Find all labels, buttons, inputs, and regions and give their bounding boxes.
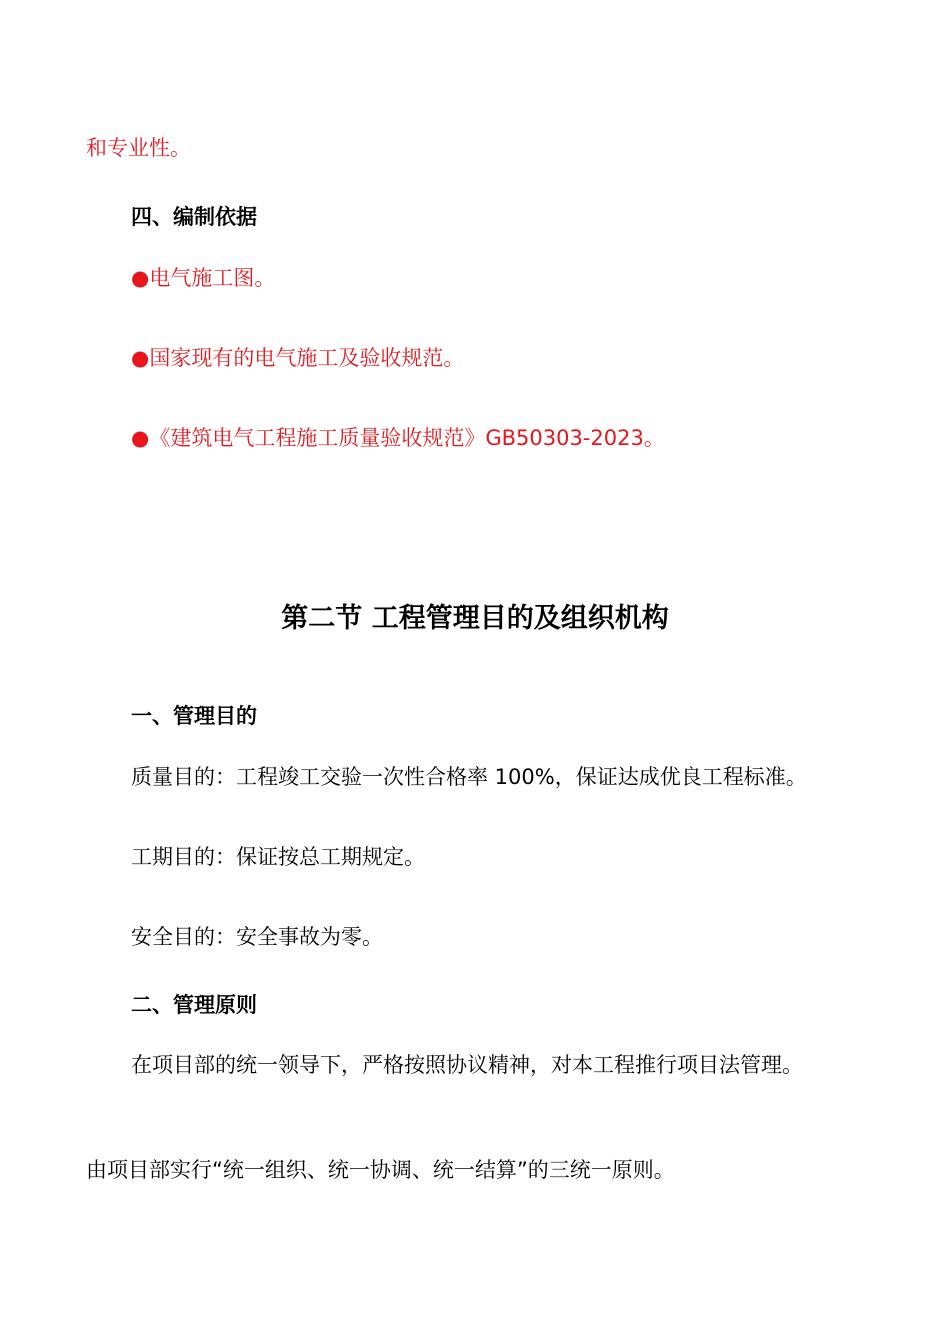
safety-goal: 安全目的：安全事故为零。 [131, 925, 383, 949]
bullet-icon: ● [131, 266, 150, 290]
schedule-goal: 工期目的：保证按总工期规定。 [131, 845, 425, 869]
basis-item-text: 《建筑电气工程施工质量验收规范》GB50303-2023。 [149, 426, 665, 450]
bullet-icon: ● [131, 346, 150, 370]
management-principle-heading: 二、管理原则 [131, 993, 257, 1017]
section-four-heading: 四、编制依据 [131, 205, 257, 229]
intro-tail: 和专业性。 [86, 136, 191, 160]
basis-item [131, 344, 464, 372]
principle-paragraph: 由项目部实行“统一组织、统一协调、统一结算”的三统一原则。 [86, 1158, 675, 1182]
section-title: 第二节 工程管理目的及组织机构 [281, 603, 669, 634]
basis-item-text: 国家现有的电气施工及验收规范。 [149, 346, 465, 370]
management-goal-heading: 一、管理目的 [131, 704, 257, 728]
principle-paragraph: 在项目部的统一领导下，严格按照协议精神，对本工程推行项目法管理。 [131, 1053, 803, 1077]
quality-goal: 质量目的：工程竣工交验一次性合格率 100%，保证达成优良工程标准。 [131, 765, 807, 789]
bullet-icon: ● [131, 426, 150, 450]
basis-item-text: 电气施工图。 [149, 266, 276, 290]
basis-item [131, 264, 275, 292]
basis-item [131, 424, 665, 452]
